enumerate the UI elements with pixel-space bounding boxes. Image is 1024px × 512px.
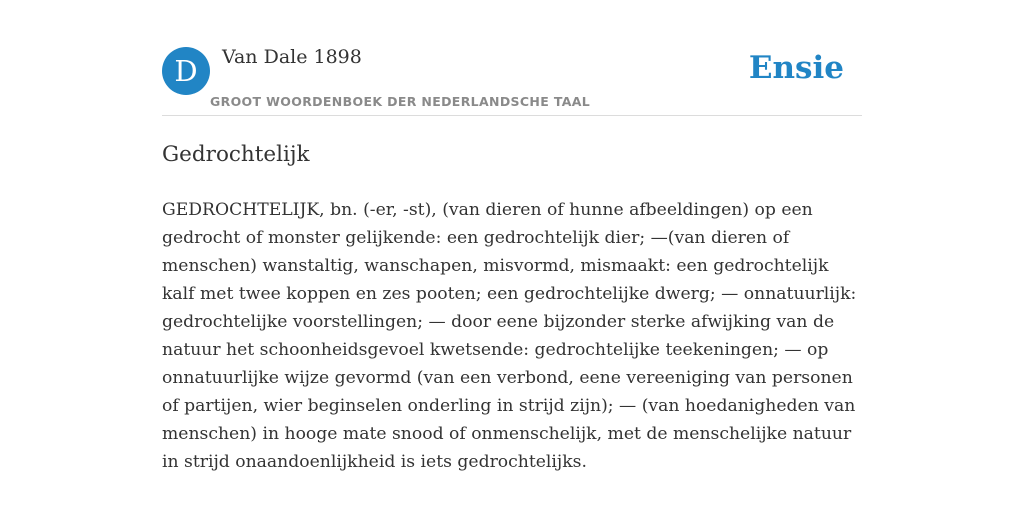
entry-card bbox=[162, 44, 862, 476]
brand-logo[interactable]: Ensie bbox=[748, 50, 844, 86]
page-title: Gedrochtelijk bbox=[162, 142, 310, 167]
source-title[interactable]: Van Dale 1898 bbox=[222, 46, 362, 68]
source-logo[interactable]: D bbox=[162, 47, 210, 95]
source-header bbox=[162, 44, 862, 116]
source-subtitle: GROOT WOORDENBOEK DER NEDERLANDSCHE TAAL bbox=[210, 94, 591, 109]
definition-text: GEDROCHTELIJK, bn. (-er, -st), (van dieren of hunne afbeeldingen) op een gedrocht of monster gelijkende: een gedrochtelijk dier; —(van dieren of menschen) wanstaltig, wanschapen, misvormd, mismaakt: een gedrochtelijk kalf met twee koppen en zes pooten; een gedrochtelijke dwerg; — onnatuurlijk: gedrochtelijke voorstellingen; — door eene bijzonder sterke afwijking van de natuur het schoonheidsgevoel kwetsende: gedrochtelijke teekeningen; — op onnatuurlijke wijze gevormd (van een verbond, eene vereeniging van personen of partijen, wier beginselen onderling in strijd zijn); — (van hoedanigheden van menschen) in hooge mate snood of onmenschelijk, met de menschelijke natuur in strijd onaandoenlijkheid is iets gedrochtelijks. bbox=[162, 200, 857, 472]
